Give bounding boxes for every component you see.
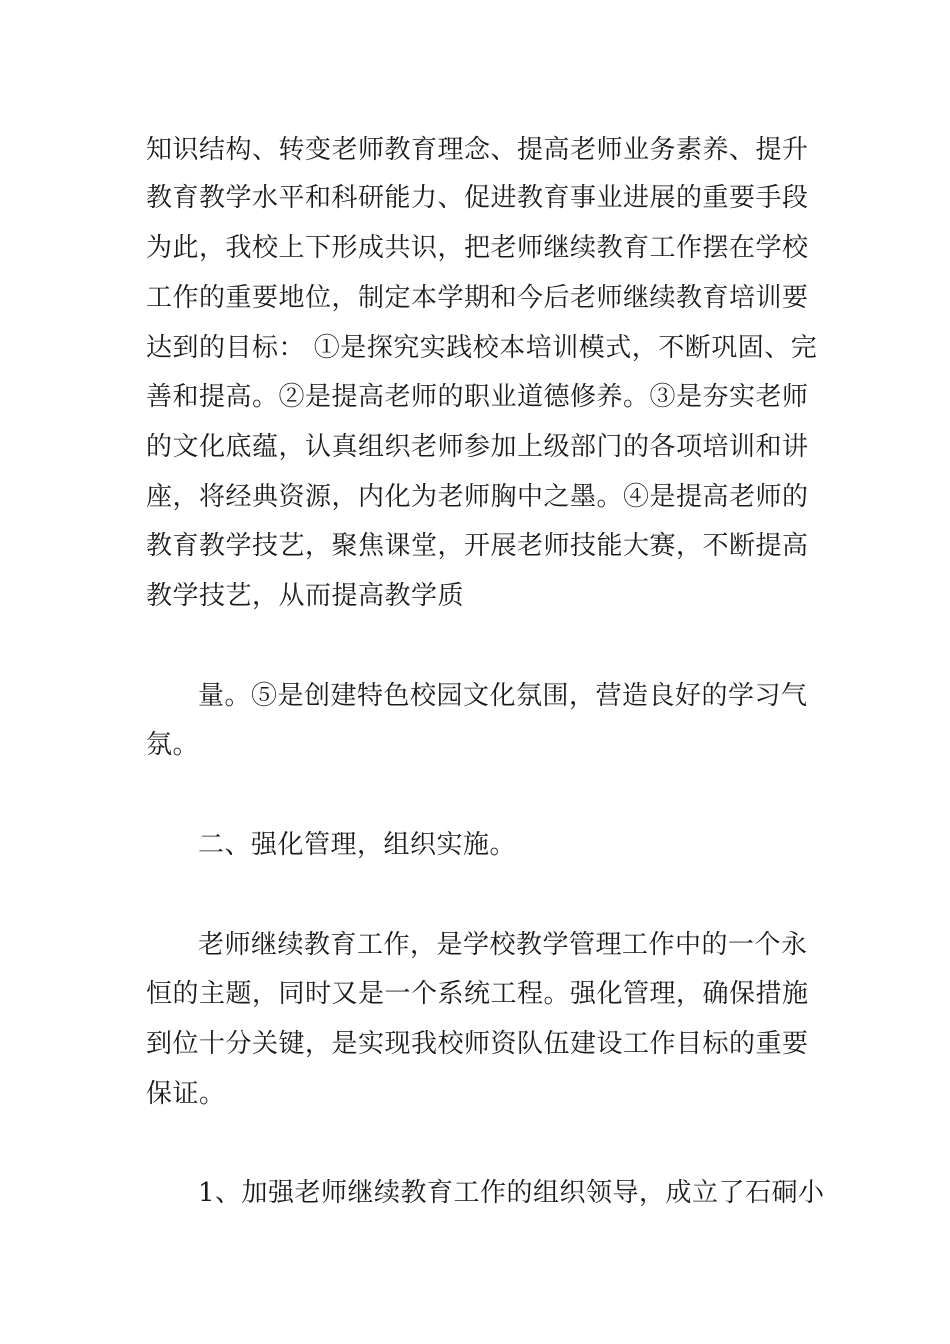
paragraph-line: 恒的主题，同时又是一个系统工程。强化管理，确保措施 — [146, 979, 809, 1009]
paragraph-line: 知识结构、转变老师教育理念、提高老师业务素养、提升 — [146, 135, 809, 165]
paragraph-line: 教育教学水平和科研能力、促进教育事业进展的重要手段 — [146, 183, 809, 213]
paragraph-line: 保证。 — [146, 1079, 226, 1109]
paragraph-line: 的文化底蕴，认真组织老师参加上级部门的各项培训和讲 — [146, 432, 809, 462]
paragraph-line: 座，将经典资源，内化为老师胸中之墨。④是提高老师的 — [146, 482, 809, 512]
paragraph-line: 量。⑤是创建特色校园文化氛围，营造良好的学习气 — [198, 681, 808, 711]
paragraph-line: 工作的重要地位，制定本学期和今后老师继续教育培训要 — [146, 283, 809, 313]
paragraph-line: 善和提高。②是提高老师的职业道德修养。③是夯实老师 — [146, 382, 809, 412]
paragraph-line: 老师继续教育工作，是学校教学管理工作中的一个永 — [198, 930, 808, 960]
paragraph-line: 1、加强老师继续教育工作的组织领导，成立了石硐小 — [198, 1178, 825, 1208]
paragraph-line: 为此，我校上下形成共识，把老师继续教育工作摆在学校 — [146, 233, 809, 263]
paragraph-line: 教学技艺，从而提高教学质 — [146, 581, 465, 611]
paragraph-line: 教育教学技艺，聚焦课堂，开展老师技能大赛，不断提高 — [146, 531, 809, 561]
section-heading: 二、强化管理，组织实施。 — [198, 830, 517, 860]
paragraph-line: 达到的目标： ①是探究实践校本培训模式，不断巩固、完 — [146, 333, 818, 363]
paragraph-line: 氛。 — [146, 730, 200, 760]
paragraph-line: 到位十分关键，是实现我校师资队伍建设工作目标的重要 — [146, 1029, 809, 1059]
